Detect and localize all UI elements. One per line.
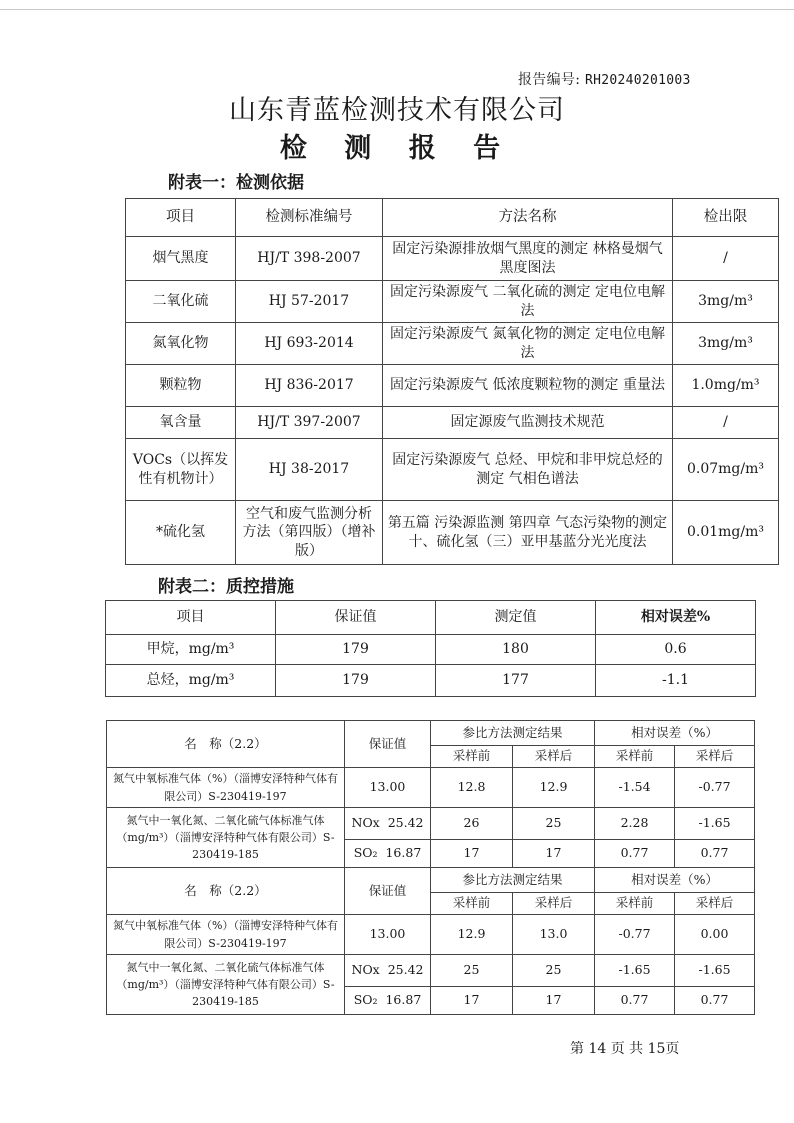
limit-cell: 0.01mg/m³ [673, 501, 779, 565]
result-before-cell: 12.9 [431, 915, 513, 955]
table-header-row [126, 199, 779, 237]
report-number [518, 69, 691, 89]
guarantee-header: 保证值 [345, 721, 431, 768]
table-row [126, 501, 779, 565]
so2-value: 16.87 [385, 845, 422, 861]
result-after-cell: 25 [513, 955, 595, 987]
error-before-cell: -0.77 [595, 915, 675, 955]
col-standard: 检测标准编号 [236, 199, 383, 237]
limit-cell: / [673, 407, 779, 439]
item-cell: VOCs（以挥发性有机物计） [126, 439, 236, 501]
calibration-table [106, 720, 755, 1015]
report-number-value: RH20240201003 [584, 73, 691, 88]
after-header: 采样后 [513, 893, 595, 915]
table-header-row [106, 601, 756, 635]
before-header: 采样前 [431, 746, 513, 768]
table-row [106, 635, 756, 665]
nox-guarantee-cell [345, 808, 431, 840]
gas-name-cell: 氮气中氧标准气体（%）（淄博安泽特种气体有限公司）S-230419-197 [107, 915, 345, 955]
name-header: 名 称（2.2） [107, 868, 345, 915]
col-guarantee: 保证值 [276, 601, 436, 635]
error-after-cell: 0.77 [675, 987, 755, 1015]
item-cell: 二氧化硫 [126, 281, 236, 323]
method-cell: 第五篇 污染源监测 第四章 气态污染物的测定 十、硫化氢（三）亚甲基蓝分光光度法 [383, 501, 673, 565]
before-header: 采样前 [595, 746, 675, 768]
col-error: 相对误差% [596, 601, 756, 635]
limit-cell: 3mg/m³ [673, 323, 779, 365]
gas-name-cell: 氮气中一氧化氮、二氧化硫气体标准气体（mg/m³）（淄博安泽特种气体有限公司）S-230419-185 [107, 808, 345, 868]
result-before-cell: 26 [431, 808, 513, 840]
table-row [107, 808, 755, 840]
guarantee-header: 保证值 [345, 868, 431, 915]
col-limit: 检出限 [673, 199, 779, 237]
error-after-cell: 0.77 [675, 840, 755, 868]
error-before-cell: -1.65 [595, 955, 675, 987]
limit-cell: / [673, 237, 779, 281]
result-before-cell: 17 [431, 987, 513, 1015]
page-number: 第 14 页 共 15页 [570, 1041, 680, 1057]
col-method: 方法名称 [383, 199, 673, 237]
method-cell: 固定污染源排放烟气黑度的测定 林格曼烟气黑度图法 [383, 237, 673, 281]
table-row [126, 439, 779, 501]
item-cell: *硫化氢 [126, 501, 236, 565]
error-cell: 0.6 [596, 635, 756, 665]
error-header: 相对误差（%） [595, 868, 755, 893]
basis-table [125, 198, 779, 565]
nox-guarantee-cell [345, 955, 431, 987]
name-header: 名 称（2.2） [107, 721, 345, 768]
item-cell: 氮氧化物 [126, 323, 236, 365]
table-row [126, 281, 779, 323]
guarantee-cell: 13.00 [345, 768, 431, 808]
error-before-cell: 0.77 [595, 987, 675, 1015]
table-row [107, 915, 755, 955]
limit-cell: 1.0mg/m³ [673, 365, 779, 407]
so2-label: SO₂ [353, 845, 378, 861]
table-row [126, 407, 779, 439]
table-row [126, 365, 779, 407]
guarantee-cell: 179 [276, 665, 436, 697]
before-header: 采样前 [431, 893, 513, 915]
appendix2-heading: 附表二：质控措施 [158, 577, 294, 597]
error-after-cell: -0.77 [675, 768, 755, 808]
company-name: 山东青蓝检测技术有限公司 [229, 95, 565, 126]
before-header: 采样前 [595, 893, 675, 915]
nox-label: NOx [351, 815, 380, 831]
so2-value: 16.87 [385, 992, 422, 1008]
table-header-row [107, 868, 755, 893]
result-before-cell: 25 [431, 955, 513, 987]
so2-label: SO₂ [353, 992, 378, 1008]
item-cell: 氧含量 [126, 407, 236, 439]
method-cell: 固定污染源废气 低浓度颗粒物的测定 重量法 [383, 365, 673, 407]
item-cell: 甲烷，mg/m³ [106, 635, 276, 665]
item-cell: 烟气黑度 [126, 237, 236, 281]
item-cell: 总烃，mg/m³ [106, 665, 276, 697]
error-header: 相对误差（%） [595, 721, 755, 746]
after-header: 采样后 [513, 746, 595, 768]
table-row [107, 955, 755, 987]
table-header-row [107, 721, 755, 746]
result-after-cell: 25 [513, 808, 595, 840]
table-row [126, 237, 779, 281]
result-before-cell: 12.8 [431, 768, 513, 808]
method-cell: 固定污染源废气 总烃、甲烷和非甲烷总烃的测定 气相色谱法 [383, 439, 673, 501]
col-measured: 测定值 [436, 601, 596, 635]
result-before-cell: 17 [431, 840, 513, 868]
result-header: 参比方法测定结果 [431, 868, 595, 893]
nox-value: 25.42 [387, 962, 424, 978]
standard-cell: HJ 836-2017 [236, 365, 383, 407]
limit-cell: 0.07mg/m³ [673, 439, 779, 501]
qc-table [105, 600, 756, 697]
table-row [107, 768, 755, 808]
table-row [126, 323, 779, 365]
table-row [106, 665, 756, 697]
result-after-cell: 12.9 [513, 768, 595, 808]
standard-cell: HJ/T 398-2007 [236, 237, 383, 281]
result-after-cell: 13.0 [513, 915, 595, 955]
limit-cell: 3mg/m³ [673, 281, 779, 323]
so2-guarantee-cell [345, 987, 431, 1015]
standard-cell: HJ/T 397-2007 [236, 407, 383, 439]
after-header: 采样后 [675, 746, 755, 768]
report-number-label: 报告编号: [518, 72, 581, 88]
method-cell: 固定源废气监测技术规范 [383, 407, 673, 439]
guarantee-cell: 13.00 [345, 915, 431, 955]
gas-name-cell: 氮气中一氧化氮、二氧化硫气体标准气体（mg/m³）（淄博安泽特种气体有限公司）S-230419-185 [107, 955, 345, 1015]
measured-cell: 177 [436, 665, 596, 697]
nox-value: 25.42 [387, 815, 424, 831]
error-after-cell: -1.65 [675, 808, 755, 840]
standard-cell: HJ 38-2017 [236, 439, 383, 501]
after-header: 采样后 [675, 893, 755, 915]
error-before-cell: 0.77 [595, 840, 675, 868]
standard-cell: HJ 57-2017 [236, 281, 383, 323]
result-after-cell: 17 [513, 987, 595, 1015]
col-item: 项目 [106, 601, 276, 635]
item-cell: 颗粒物 [126, 365, 236, 407]
col-item: 项目 [126, 199, 236, 237]
standard-cell: 空气和废气监测分析方法（第四版）（增补版） [236, 501, 383, 565]
result-header: 参比方法测定结果 [431, 721, 595, 746]
top-rule [0, 9, 794, 10]
gas-name-cell: 氮气中氧标准气体（%）（淄博安泽特种气体有限公司）S-230419-197 [107, 768, 345, 808]
measured-cell: 180 [436, 635, 596, 665]
error-after-cell: 0.00 [675, 915, 755, 955]
error-cell: -1.1 [596, 665, 756, 697]
error-before-cell: 2.28 [595, 808, 675, 840]
error-after-cell: -1.65 [675, 955, 755, 987]
appendix1-heading: 附表一：检测依据 [168, 173, 304, 193]
result-after-cell: 17 [513, 840, 595, 868]
so2-guarantee-cell [345, 840, 431, 868]
nox-label: NOx [351, 962, 380, 978]
method-cell: 固定污染源废气 二氧化硫的测定 定电位电解法 [383, 281, 673, 323]
guarantee-cell: 179 [276, 635, 436, 665]
standard-cell: HJ 693-2014 [236, 323, 383, 365]
report-title: 检 测 报 告 [279, 133, 515, 164]
error-before-cell: -1.54 [595, 768, 675, 808]
method-cell: 固定污染源废气 氮氧化物的测定 定电位电解法 [383, 323, 673, 365]
